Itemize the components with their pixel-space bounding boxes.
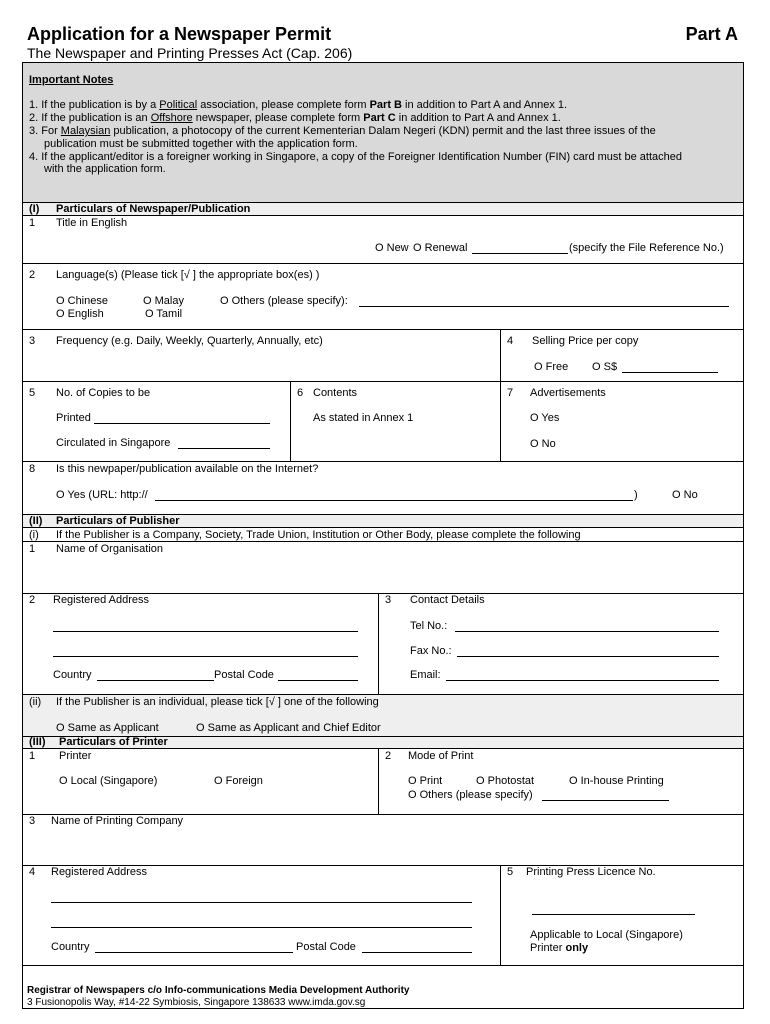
section-2-heading: Particulars of Publisher: [56, 515, 180, 527]
licence-field[interactable]: [532, 914, 695, 915]
q8-num: 8: [29, 463, 36, 475]
form-title: Application for a Newspaper Permit: [27, 24, 332, 44]
contents-label: Contents: [313, 387, 358, 399]
radio-icon: O: [569, 775, 578, 787]
section-1-heading: Particulars of Newspaper/Publication: [56, 203, 251, 215]
printer-country-label: Country: [51, 941, 90, 953]
print-checkbox[interactable]: O Print: [408, 775, 443, 787]
q5-num: 5: [29, 387, 36, 399]
radio-icon: O: [375, 242, 384, 254]
address-line-2[interactable]: [53, 656, 358, 657]
inhouse-checkbox[interactable]: O In-house Printing: [569, 775, 664, 787]
address-line-1[interactable]: [53, 631, 358, 632]
url-close-paren: ): [634, 489, 638, 501]
printing-company-label: Name of Printing Company: [51, 815, 184, 827]
s3-q5-num: 5: [507, 866, 514, 878]
country-label: Country: [53, 669, 92, 681]
internet-label: Is this newpaper/publication available on the Internet?: [56, 463, 319, 475]
printer-address-line-1[interactable]: [51, 902, 472, 903]
languages-label: Language(s) (Please tick [√ ] the appropriate box(es) ): [56, 269, 320, 281]
radio-icon: O: [530, 438, 539, 450]
radio-icon: O: [56, 722, 65, 734]
chinese-checkbox[interactable]: O Chinese: [56, 295, 108, 307]
section-3-num: (III): [29, 736, 46, 748]
others-checkbox[interactable]: O Others (please specify):: [220, 295, 348, 307]
note-1: 1. If the publication is by a Political association, please complete form Part B in addition to Part A and Annex 1.: [29, 99, 568, 111]
tel-label: Tel No.:: [410, 620, 448, 632]
radio-icon: O: [145, 308, 154, 320]
footer-registrar: Registrar of Newspapers c/o Info-communications Media Development Authority: [27, 985, 410, 996]
print-others-checkbox[interactable]: O Others (please specify): [408, 789, 533, 801]
radio-icon: O: [56, 308, 65, 320]
ads-yes-radio[interactable]: O Yes: [530, 412, 560, 424]
s3-q4-num: 4: [29, 866, 36, 878]
organisation-label: Name of Organisation: [56, 543, 163, 555]
radio-icon: O: [672, 489, 681, 501]
radio-icon: O: [59, 775, 68, 787]
radio-icon: O: [220, 295, 229, 307]
s2-i-num: (i): [29, 529, 39, 541]
q3-num: 3: [29, 335, 36, 347]
section-1-num: (I): [29, 203, 40, 215]
printer-label: Printer: [59, 750, 92, 762]
country-field[interactable]: [97, 680, 214, 681]
printer-address-line-2[interactable]: [51, 927, 472, 928]
s2-q2-num: 2: [29, 594, 36, 606]
contact-details-label: Contact Details: [410, 594, 485, 606]
url-field[interactable]: [155, 500, 633, 501]
printed-field[interactable]: [94, 423, 270, 424]
printer-postal-field[interactable]: [362, 952, 472, 953]
radio-icon: O: [413, 242, 422, 254]
s2-q1-num: 1: [29, 543, 36, 555]
english-checkbox[interactable]: O English: [56, 308, 104, 320]
note-3-cont: publication must be submitted together with the application form.: [44, 138, 358, 150]
same-applicant-radio[interactable]: O Same as Applicant: [56, 722, 159, 734]
fax-field[interactable]: [457, 656, 719, 657]
tamil-checkbox[interactable]: O Tamil: [145, 308, 183, 320]
advertisements-label: Advertisements: [530, 387, 606, 399]
section-2-num: (II): [29, 515, 43, 527]
s3-q1-num: 1: [29, 750, 36, 762]
internet-yes-radio[interactable]: O Yes (URL: http://: [56, 489, 148, 501]
internet-no-radio[interactable]: O No: [672, 489, 698, 501]
note-2: 2. If the publication is an Offshore newspaper, please complete form Part C in addition to Part A and Annex 1.: [29, 112, 561, 124]
radio-icon: O: [534, 361, 543, 373]
file-ref-field[interactable]: [472, 253, 568, 254]
free-radio[interactable]: O Free: [534, 361, 569, 373]
s2-i-text: If the Publisher is a Company, Society, Trade Union, Institution or Other Body, please complete the following: [56, 529, 581, 541]
q7-num: 7: [507, 387, 514, 399]
radio-icon: O: [196, 722, 205, 734]
file-ref-label: (specify the File Reference No.): [569, 242, 724, 254]
radio-icon: O: [56, 295, 65, 307]
others-language-field[interactable]: [359, 306, 729, 307]
radio-icon: O: [476, 775, 485, 787]
postal-label: Postal Code: [214, 669, 274, 681]
notes-heading: Important Notes: [29, 74, 114, 86]
photostat-checkbox[interactable]: O Photostat: [476, 775, 535, 787]
s2-q3-num: 3: [385, 594, 392, 606]
circulated-field[interactable]: [178, 448, 270, 449]
footer-address: 3 Fusionopolis Way, #14-22 Symbiosis, Singapore 138633 www.imda.gov.sg: [27, 997, 366, 1008]
new-radio[interactable]: O New: [375, 242, 409, 254]
section-3-heading: Particulars of Printer: [59, 736, 168, 748]
part-label: Part A: [685, 24, 738, 44]
circulated-label: Circulated in Singapore: [56, 437, 171, 449]
foreign-radio[interactable]: O Foreign: [214, 775, 263, 787]
printer-only-note: Printer only: [530, 942, 589, 954]
print-others-field[interactable]: [542, 800, 669, 801]
radio-icon: O: [530, 412, 539, 424]
renewal-radio[interactable]: O Renewal: [413, 242, 468, 254]
malay-checkbox[interactable]: O Malay: [143, 295, 184, 307]
note-4: 4. If the applicant/editor is a foreigner working in Singapore, a copy of the Foreigner Identification Number (FIN) card must be attached: [29, 151, 683, 163]
registered-address-label: Registered Address: [53, 594, 149, 606]
note-3: 3. For Malaysian publication, a photocopy of the current Kementerian Dalam Negeri (KDN) permit and the last three issues of the: [29, 125, 656, 137]
local-radio[interactable]: O Local (Singapore): [59, 775, 158, 787]
printer-postal-label: Postal Code: [296, 941, 356, 953]
q4-num: 4: [507, 335, 514, 347]
printed-label: Printed: [56, 412, 91, 424]
copies-label: No. of Copies to be: [56, 387, 151, 399]
q6-num: 6: [297, 387, 304, 399]
s3-q3-num: 3: [29, 815, 36, 827]
form-subtitle: The Newspaper and Printing Presses Act (Cap. 206): [27, 45, 353, 61]
radio-icon: O: [56, 489, 65, 501]
price-field[interactable]: [622, 372, 718, 373]
mode-of-print-label: Mode of Print: [408, 750, 474, 762]
email-field[interactable]: [446, 680, 719, 681]
note-4-cont: with the application form.: [44, 163, 166, 175]
radio-icon: O: [408, 775, 417, 787]
title-in-english-label: Title in English: [56, 217, 128, 229]
radio-icon: O: [143, 295, 152, 307]
radio-icon: O: [592, 361, 601, 373]
q2-num: 2: [29, 269, 36, 281]
s2-ii-num: (ii): [29, 696, 42, 708]
email-label: Email:: [410, 669, 441, 681]
applicable-note: Applicable to Local (Singapore): [530, 929, 683, 941]
radio-icon: O: [408, 789, 417, 801]
same-editor-radio[interactable]: O Same as Applicant and Chief Editor: [196, 722, 381, 734]
ads-no-radio[interactable]: O No: [530, 438, 556, 450]
frequency-label: Frequency (e.g. Daily, Weekly, Quarterly, Annually, etc): [56, 335, 323, 347]
printer-address-label: Registered Address: [51, 866, 147, 878]
tel-field[interactable]: [455, 631, 719, 632]
selling-price-label: Selling Price per copy: [532, 335, 639, 347]
price-radio[interactable]: O S$: [592, 361, 618, 373]
printer-country-field[interactable]: [95, 952, 293, 953]
licence-label: Printing Press Licence No.: [526, 866, 656, 878]
s2-ii-text: If the Publisher is an individual, please tick [√ ] one of the following: [56, 696, 379, 708]
postal-field[interactable]: [278, 680, 358, 681]
s3-q2-num: 2: [385, 750, 392, 762]
radio-icon: O: [214, 775, 223, 787]
q1-num: 1: [29, 217, 36, 229]
annex-text: As stated in Annex 1: [313, 412, 414, 424]
fax-label: Fax No.:: [410, 645, 452, 657]
